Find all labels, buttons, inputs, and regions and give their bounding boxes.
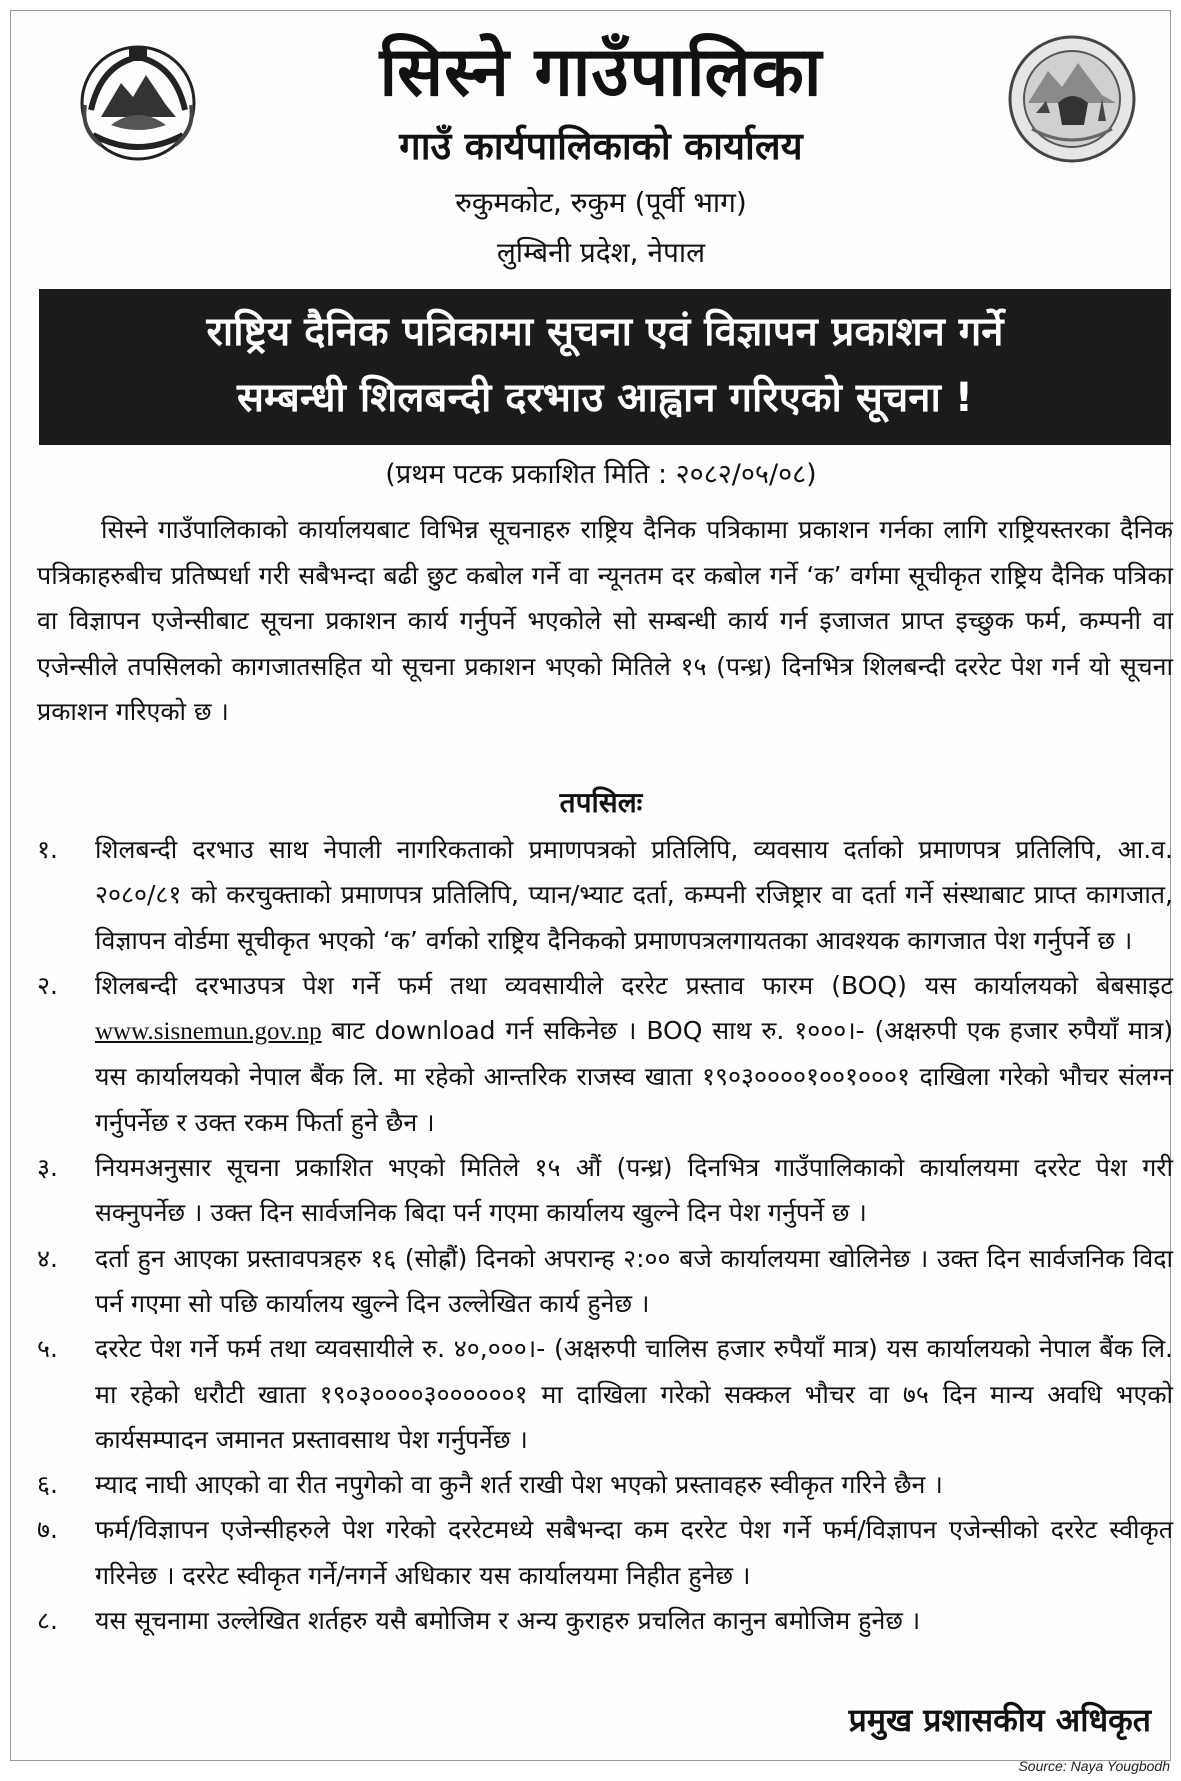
list-item [37, 1598, 1173, 1643]
item-text-after-link: बाट download गर्न सकिनेछ । BOQ साथ रु. १०००।- (अक्षरुपी एक हजार रुपैयाँ मात्र) यस कार्यालयको नेपाल बैंक लि. मा रहेको आन्तरिक राजस्व खाता १९०३००००१००१०००१ दाखिला गरेको भौचर संलग्न गर्नुपर्नेछ र उक्त रकम फिर्ता हुने छैन । [95, 1016, 1173, 1137]
details-heading: तपसिलः [559, 786, 643, 819]
item-text: दर्ता हुन आएका प्रस्तावपत्रहरु १६ (सोह्रौं) दिनको अपरान्ह २:०० बजे कार्यालयमा खोलिनेछ । उक्त दिन सार्वजनिक विदा पर्न गएमा सो पछि कार्यालय खुल्ने दिन उल्लेखित कार्य हुनेछ । [95, 1243, 1173, 1318]
item-number: ३. [37, 1153, 58, 1183]
item-text: म्याद नाघी आएको वा रीत नपुगेको वा कुनै शर्त राखी पेश भएको प्रस्तावहरु स्वीकृत गरिने छैन । [95, 1470, 943, 1500]
item-number: २. [37, 970, 58, 1000]
source-note: Source: Naya Yougbodh [1018, 1758, 1170, 1774]
list-item [37, 827, 1173, 963]
item-text: शिलबन्दी दरभाउ साथ नेपाली नागरिकताको प्रमाणपत्रको प्रतिलिपि, व्यवसाय दर्ताको प्रमाणपत्र प्रतिलिपि, आ.व. २०८०/८१ को करचुक्ताको प्रमाणपत्र प्रतिलिपि, प्यान/भ्याट दर्ता, कम्पनी रजिष्ट्रार वा दर्ता गर्ने संस्थाबाट प्राप्त कागजात, विज्ञापन वोर्डमा सूचीकृत भएको ‘क’ वर्गको राष्ट्रिय दैनिकको प्रमाणपत्रलगायतका आवश्यक कागजात पेश गर्नुपर्ने छ । [95, 835, 1173, 955]
item-number: ६. [37, 1470, 58, 1500]
list-item [37, 1145, 1173, 1236]
list-item [37, 1462, 1173, 1507]
list-item [37, 1326, 1173, 1462]
municipality-name: सिस्ने गाउँपालिका [379, 33, 823, 112]
notice-page [10, 10, 1171, 1761]
notice-title-banner [39, 289, 1171, 445]
item-text-before-link: शिलबन्दी दरभाउपत्र पेश गर्ने फर्म तथा व्यवसायीले दररेट प्रस्ताव फारम (BOQ) यस कार्यालयको बेबसाइट [95, 970, 1173, 1000]
address-line-1: रुकुमकोट, रुकुम (पूर्वी भाग) [455, 186, 747, 219]
publication-date: (प्रथम पटक प्रकाशित मिति : २०८२/०५/०८) [385, 459, 817, 490]
banner-line-2: सम्बन्धी शिलबन्दी दरभाउ आह्वान गरिएको सूचना ! [237, 375, 973, 421]
intro-paragraph: सिस्ने गाउँपालिकाको कार्यालयबाट विभिन्न सूचनाहरु राष्ट्रिय दैनिक पत्रिकामा प्रकाशन गर्नका लागि राष्ट्रियस्तरका दैनिक पत्रिकाहरुबीच प्रतिष्पर्धा गरी सबैभन्दा बढी छुट कबोल गर्ने वा न्यूनतम दर कबोल गर्ने ‘क’ वर्गमा सूचीकृत राष्ट्रिय दैनिक पत्रिका वा विज्ञापन एजेन्सीबाट सूचना प्रकाशन कार्य गर्नुपर्ने भएकोले सो सम्बन्धी कार्य गर्न इजाजत प्राप्त इच्छुक फर्म, कम्पनी वा एजेन्सीले तपसिलको कागजातसहित यो सूचना प्रकाशन भएको मितिले १५ (पन्ध्र) दिनभित्र शिलबन्दी दररेट पेश गर्न यो सूचना प्रकाशन गरिएको छ । [37, 515, 1173, 726]
item-number: ४. [37, 1243, 58, 1273]
item-number: ५. [37, 1334, 58, 1364]
banner-line-1: राष्ट्रिय दैनिक पत्रिकामा सूचना एवं विज्ञापन प्रकाशन गर्ने [206, 309, 1004, 355]
list-item [37, 963, 1173, 1145]
list-item [37, 1507, 1173, 1598]
item-text: नियमअनुसार सूचना प्रकाशित भएको मितिले १५ औं (पन्ध्र) दिनभित्र गाउँपालिकाको कार्यालयमा दररेट पेश गरी सक्नुपर्नेछ । उक्त दिन सार्वजनिक बिदा पर्न गएमा कार्यालय खुल्ने दिन पेश गर्नुपर्ने छ । [95, 1153, 1173, 1228]
website-link[interactable]: www.sisnemun.gov.np [95, 1018, 322, 1046]
item-text: दररेट पेश गर्ने फर्म तथा व्यवसायीले रु. ४०,०००।- (अक्षरुपी चालिस हजार रुपैयाँ मात्र) यस कार्यालयको नेपाल बैंक लि. मा रहेको धरौटी खाता १९०३००००३००००००१ मा दाखिला गरेको सक्कल भौचर वा ७५ दिन मान्य अवधि भएको कार्यसम्पादन जमानत प्रस्तावसाथ पेश गर्नुपर्नेछ । [95, 1334, 1173, 1454]
item-number: ७. [37, 1515, 58, 1545]
item-number: १. [37, 835, 58, 864]
municipality-logo-icon [1006, 33, 1138, 165]
item-text: फर्म/विज्ञापन एजेन्सीहरुले पेश गरेको दररेटमध्ये सबैभन्दा कम दररेट पेश गर्ने फर्म/विज्ञापन एजेन्सीको दररेट स्वीकृत गरिनेछ । दररेट स्वीकृत गर्ने/नगर्ने अधिकार यस कार्यालयमा निहीत हुनेछ । [95, 1515, 1173, 1590]
item-text: यस सूचनामा उल्लेखित शर्तहरु यसै बमोजिम र अन्य कुराहरु प्रचलित कानुन बमोजिम हुनेछ । [95, 1606, 921, 1636]
nepal-government-emblem-icon [71, 35, 206, 165]
list-item [37, 1236, 1173, 1327]
conditions-list [37, 827, 1173, 1643]
office-name: गाउँ कार्यपालिकाको कार्यालय [399, 124, 803, 168]
signatory-title: प्रमुख प्रशासकीय अधिकृत [848, 1701, 1151, 1739]
item-number: ८. [37, 1606, 58, 1636]
item-text [95, 963, 1173, 1145]
address-line-2: लुम्बिनी प्रदेश, नेपाल [496, 236, 706, 269]
